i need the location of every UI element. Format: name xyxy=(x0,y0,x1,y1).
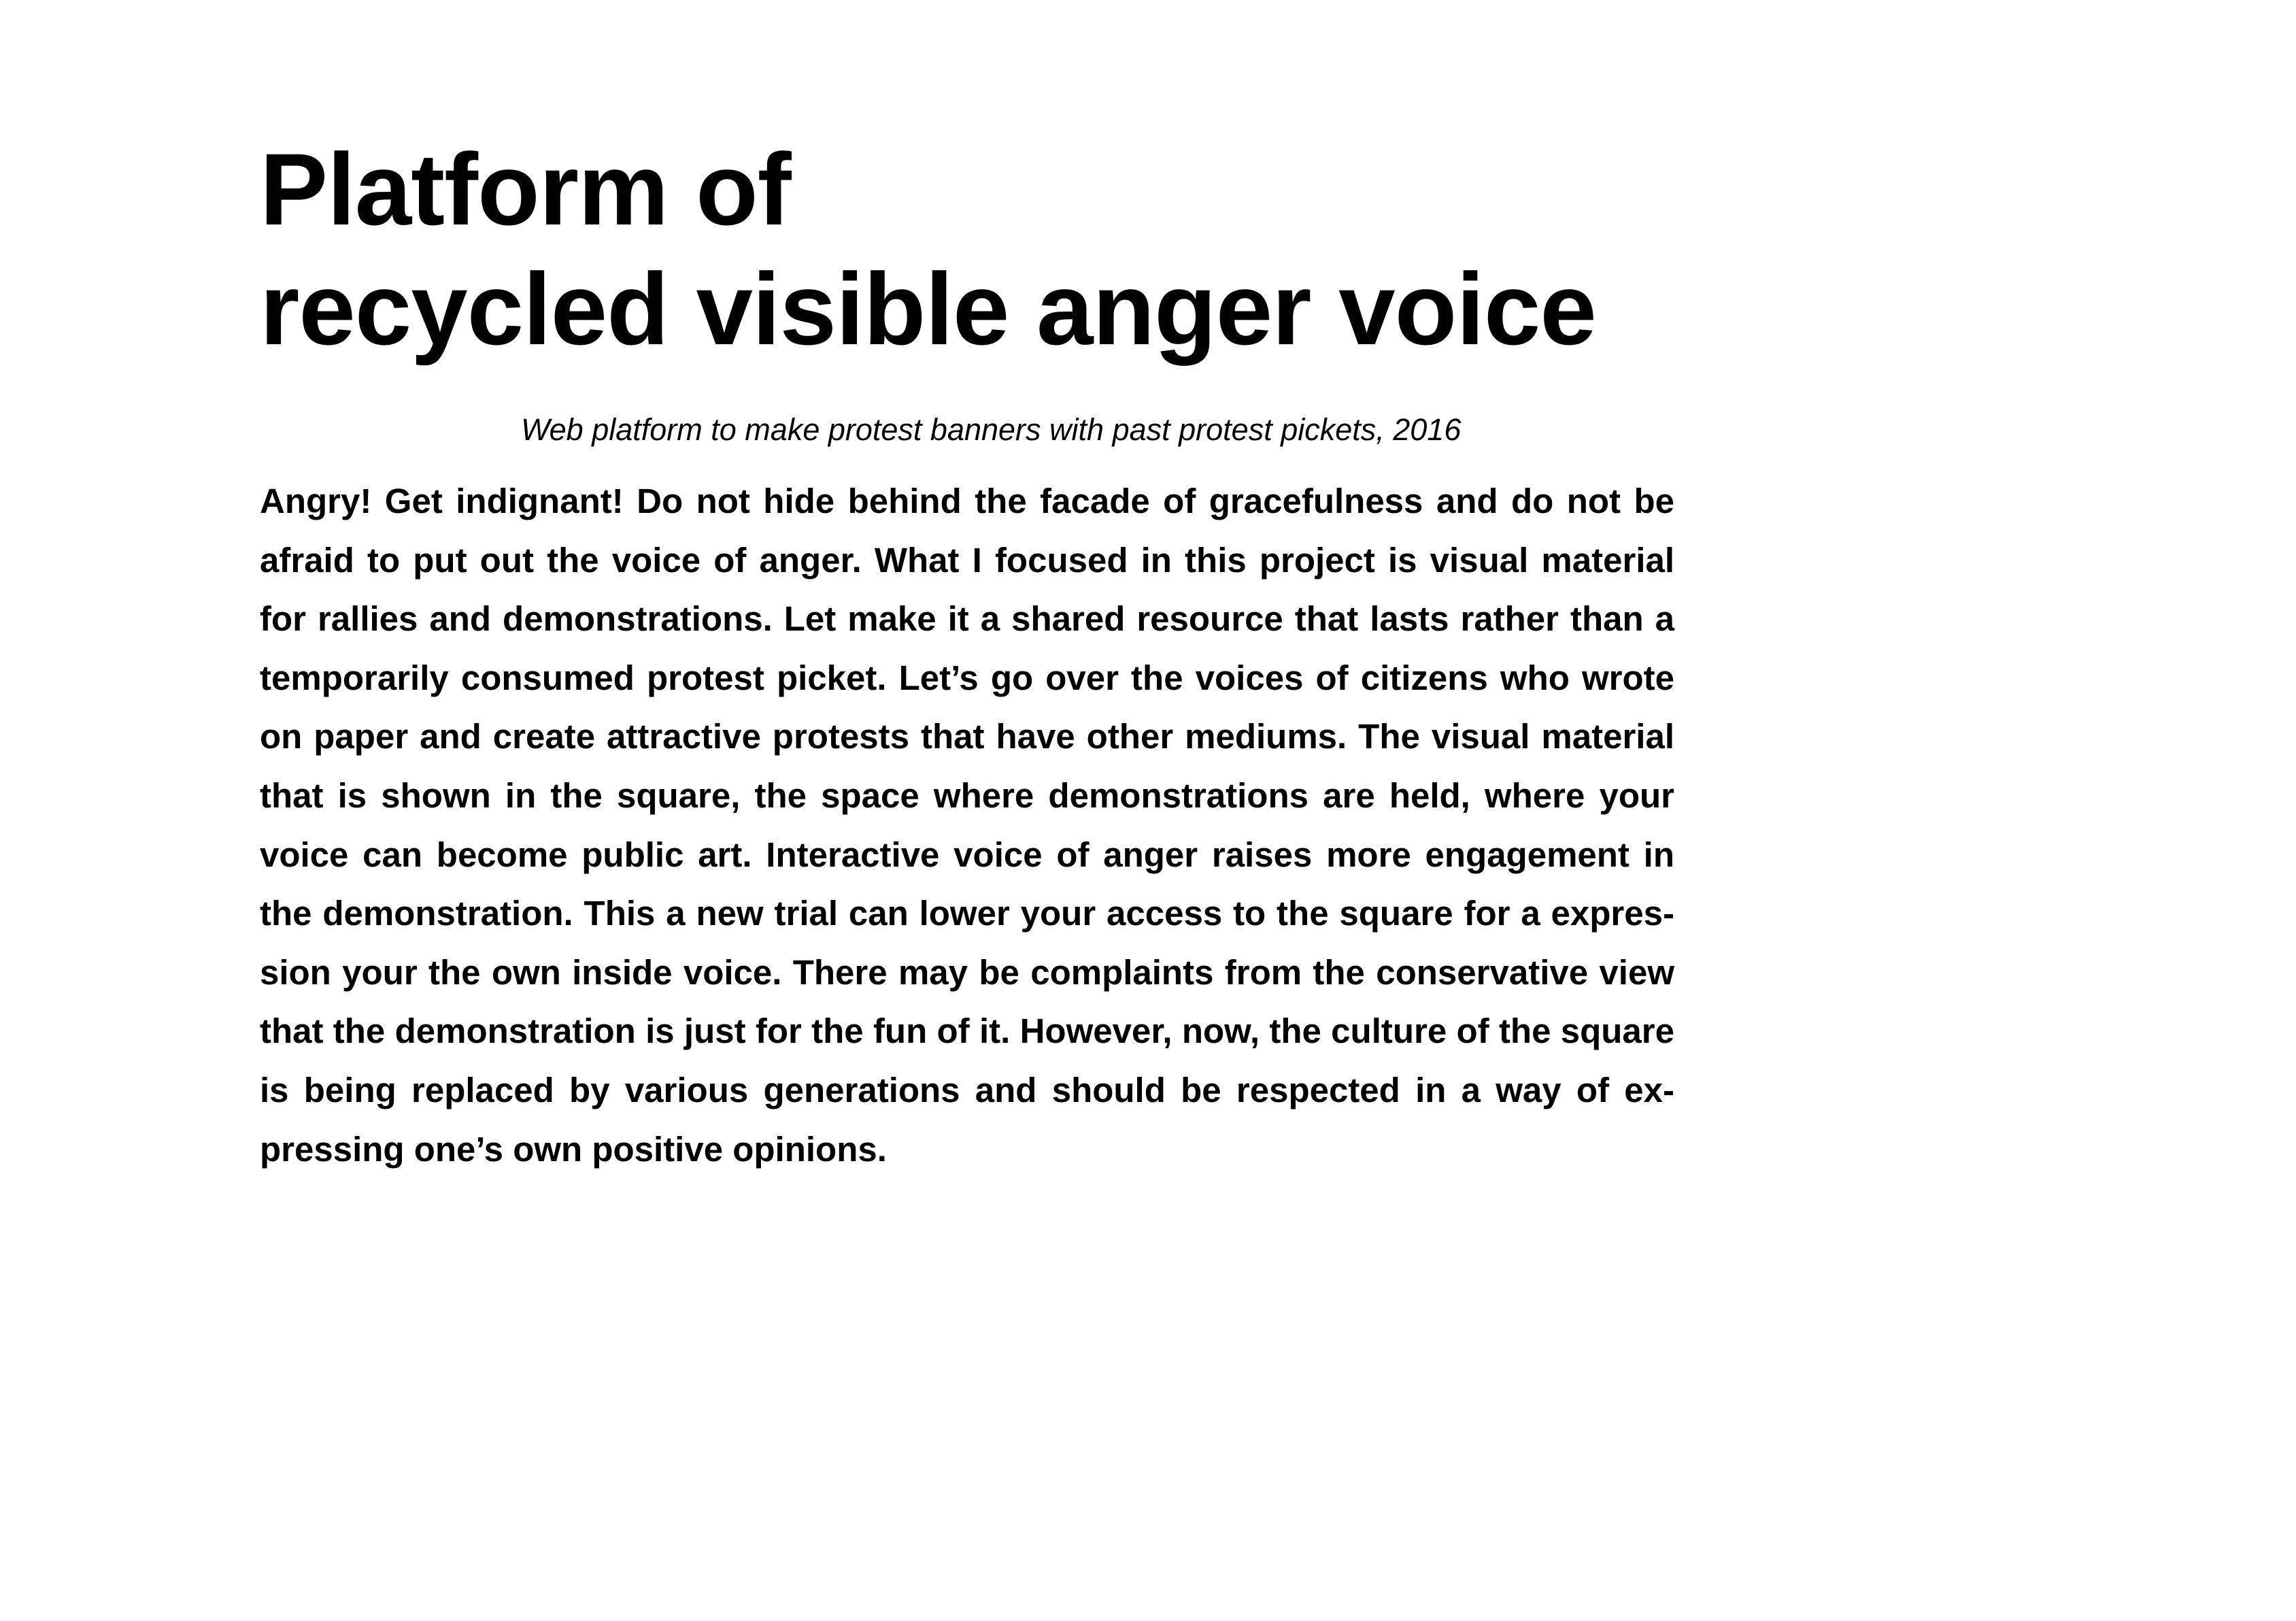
title-line-1: Platform of xyxy=(260,132,791,246)
body-paragraph: Angry! Get indignant! Do not hide behind the facade of gracefulness and do not be afraid to put out the voice of anger. What I focused in this project is visual material for rallies and demonstrations. Let make it a shared resource that lasts rather than a temporarily consumed protest picket. Let’s go over the voices of citizens who wrote on paper and create attractive protests that have other mediums. The visual material that is shown in the square, the space where demonstrations are held, where your voice can become public art. Interactive voice of anger raises more engagement in the demonstration. This a new trial can lower your access to the square for a expression your the own inside voice. There may be complaints from the conservative view that the demonstration is just for the fun of it. However, now, the culture of the square is being replaced by various generations and should be respected in a way of expressing one’s own positive opinions. xyxy=(260,482,1674,1169)
title-line-2: recycled visible anger voice xyxy=(260,252,1596,366)
document-page xyxy=(260,129,1674,1179)
subtitle-caption: Web platform to make protest banners with past protest pickets, 2016 xyxy=(521,412,1462,447)
page-title xyxy=(260,129,1674,369)
